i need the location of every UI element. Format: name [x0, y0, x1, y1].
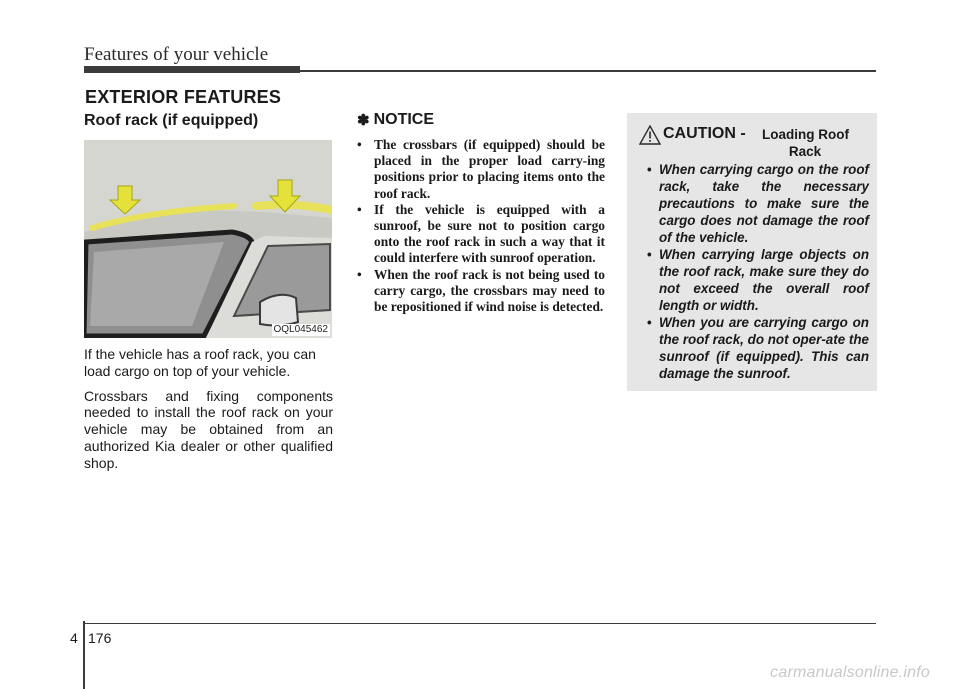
footer-rule — [85, 623, 876, 624]
caution-topic-line2: Rack — [788, 144, 822, 159]
list-item: • When carrying large objects on the roof rack, make sure they do not exceed the overall roof length or width. — [647, 247, 869, 313]
caution-word: CAUTION - — [663, 125, 746, 142]
roof-rack-heading: Roof rack (if equipped) — [84, 112, 259, 129]
caution-topic: Loading Roof — [762, 127, 849, 142]
list-item: • When carrying cargo on the roof rack, take the necessary precautions to make sure the cargo does not damage the roof of the vehicle. — [647, 162, 869, 245]
notice-title-text: NOTICE — [373, 111, 435, 128]
paragraph: Crossbars and fixing components needed to install the roof rack on your vehicle may be obtained from an authorized Kia dealer or other qualified shop. — [84, 387, 333, 471]
notice-star-icon: ✽ — [357, 112, 370, 129]
caution-list — [637, 161, 869, 382]
chapter-number: 4 — [70, 630, 78, 646]
header-rule — [300, 70, 876, 72]
list-item: • The crossbars (if equipped) should be placed in the proper load carry-ing positions prior to placing items onto the roof rack. — [357, 137, 605, 201]
page-number: 176 — [88, 630, 112, 646]
header-bar — [84, 66, 300, 73]
figure-code: OQL045462 — [273, 324, 328, 335]
roof-rack-figure — [84, 140, 332, 338]
caution-heading — [627, 121, 877, 157]
section-title: EXTERIOR FEATURES — [85, 87, 282, 107]
caution-box — [627, 113, 877, 391]
paragraph: If the vehicle has a roof rack, you can load cargo on top of your vehicle. — [84, 346, 316, 379]
header-title: Features of your vehicle — [84, 44, 269, 65]
list-item: • When you are carrying cargo on the roof rack, do not oper-ate the sunroof (if equipped). This can damage the sunroof. — [647, 315, 869, 381]
list-item: • If the vehicle is equipped with a sunroof, be sure not to position cargo onto the roof rack in such a way that it could interfere with sunroof operation. — [357, 201, 605, 266]
footer-divider — [83, 621, 85, 689]
notice-list — [357, 137, 605, 315]
watermark: carmanualsonline.info — [770, 664, 930, 681]
roof-rack-body — [84, 346, 333, 480]
notice-title — [357, 111, 434, 129]
roof-rack-illustration — [84, 140, 332, 338]
list-item: • When the roof rack is not being used to carry cargo, the crossbars may need to be repositioned if wind noise is detected. — [357, 266, 605, 315]
